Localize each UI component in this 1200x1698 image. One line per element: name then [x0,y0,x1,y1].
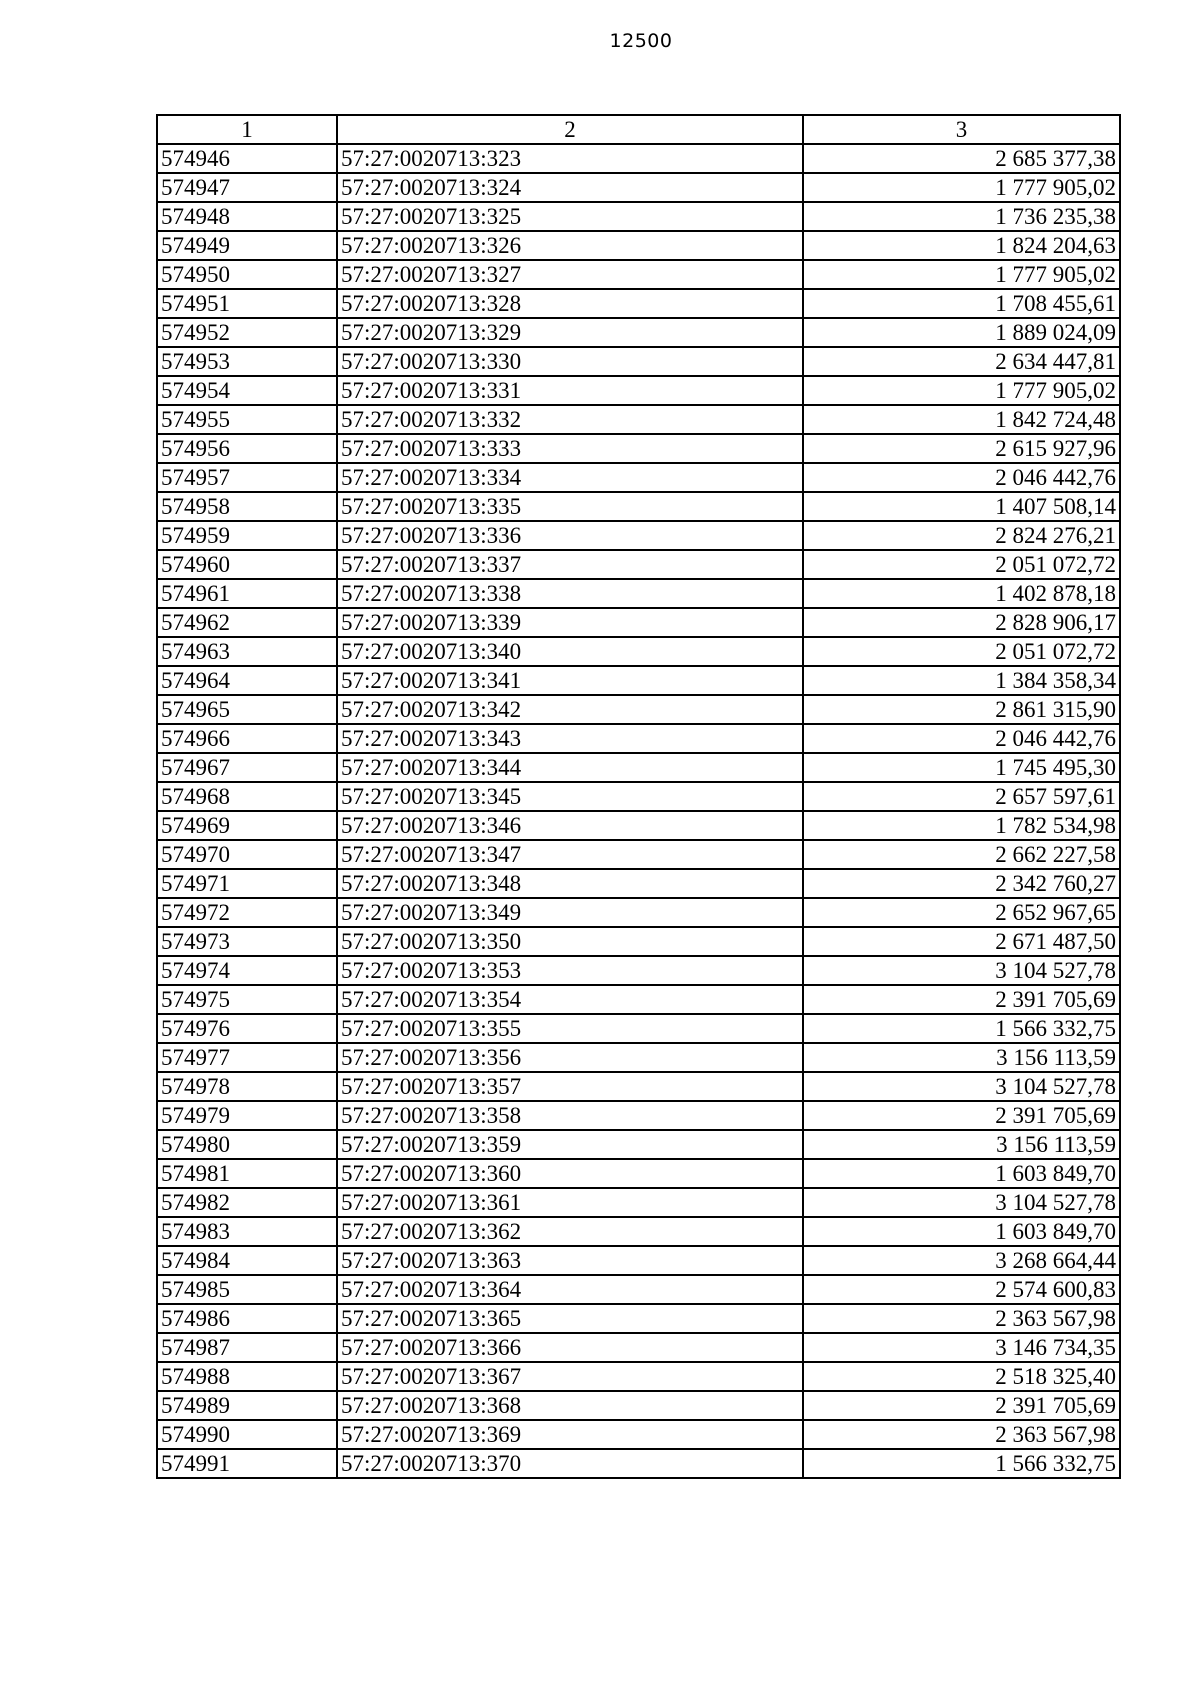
table-row [157,492,1120,521]
row-number-cell: 574987 [157,1333,337,1362]
row-number-cell: 574965 [157,695,337,724]
row-number-cell: 574963 [157,637,337,666]
row-number-cell: 574972 [157,898,337,927]
cadastral-value-cell: 1 566 332,75 [803,1014,1120,1043]
cadastral-value-cell: 2 662 227,58 [803,840,1120,869]
row-number-cell: 574981 [157,1159,337,1188]
table-row [157,1043,1120,1072]
row-number-cell: 574974 [157,956,337,985]
table-row [157,956,1120,985]
row-number-cell: 574985 [157,1275,337,1304]
cadastral-value-cell: 2 051 072,72 [803,550,1120,579]
cadastral-value-cell: 2 574 600,83 [803,1275,1120,1304]
cadastral-value-cell: 2 046 442,76 [803,463,1120,492]
cadastral-value-cell: 2 342 760,27 [803,869,1120,898]
cadastral-value-cell: 1 824 204,63 [803,231,1120,260]
table-row [157,637,1120,666]
row-number-cell: 574983 [157,1217,337,1246]
cadastral-number-cell: 57:27:0020713:346 [337,811,803,840]
row-number-cell: 574971 [157,869,337,898]
cadastral-value-table [156,114,1121,1479]
row-number-cell: 574989 [157,1391,337,1420]
table-row [157,724,1120,753]
row-number-cell: 574955 [157,405,337,434]
cadastral-value-cell: 2 391 705,69 [803,1101,1120,1130]
row-number-cell: 574961 [157,579,337,608]
table-row [157,1130,1120,1159]
table-row [157,898,1120,927]
cadastral-number-cell: 57:27:0020713:363 [337,1246,803,1275]
cadastral-value-cell: 2 685 377,38 [803,144,1120,173]
table-row [157,202,1120,231]
cadastral-number-cell: 57:27:0020713:335 [337,492,803,521]
cadastral-number-cell: 57:27:0020713:325 [337,202,803,231]
cadastral-number-cell: 57:27:0020713:353 [337,956,803,985]
cadastral-number-cell: 57:27:0020713:370 [337,1449,803,1478]
cadastral-number-cell: 57:27:0020713:333 [337,434,803,463]
cadastral-value-cell: 2 657 597,61 [803,782,1120,811]
cadastral-number-cell: 57:27:0020713:331 [337,376,803,405]
row-number-cell: 574990 [157,1420,337,1449]
cadastral-value-cell: 1 402 878,18 [803,579,1120,608]
cadastral-number-cell: 57:27:0020713:368 [337,1391,803,1420]
cadastral-number-cell: 57:27:0020713:329 [337,318,803,347]
table-row [157,1159,1120,1188]
table-row [157,1275,1120,1304]
table-row [157,550,1120,579]
cadastral-value-cell: 2 046 442,76 [803,724,1120,753]
cadastral-number-cell: 57:27:0020713:360 [337,1159,803,1188]
cadastral-number-cell: 57:27:0020713:339 [337,608,803,637]
cadastral-number-cell: 57:27:0020713:337 [337,550,803,579]
table-row [157,144,1120,173]
cadastral-number-cell: 57:27:0020713:323 [337,144,803,173]
cadastral-number-cell: 57:27:0020713:362 [337,1217,803,1246]
row-number-cell: 574973 [157,927,337,956]
table-row [157,231,1120,260]
row-number-cell: 574966 [157,724,337,753]
cadastral-value-cell: 2 828 906,17 [803,608,1120,637]
cadastral-number-cell: 57:27:0020713:343 [337,724,803,753]
cadastral-number-cell: 57:27:0020713:327 [337,260,803,289]
table-row [157,1014,1120,1043]
cadastral-number-cell: 57:27:0020713:366 [337,1333,803,1362]
table-row [157,521,1120,550]
table-header-row [157,115,1120,144]
column-header-2: 2 [337,115,803,144]
cadastral-value-cell: 1 782 534,98 [803,811,1120,840]
table-row [157,434,1120,463]
row-number-cell: 574975 [157,985,337,1014]
cadastral-number-cell: 57:27:0020713:349 [337,898,803,927]
cadastral-number-cell: 57:27:0020713:336 [337,521,803,550]
row-number-cell: 574949 [157,231,337,260]
row-number-cell: 574962 [157,608,337,637]
cadastral-number-cell: 57:27:0020713:365 [337,1304,803,1333]
table-row [157,376,1120,405]
cadastral-number-cell: 57:27:0020713:330 [337,347,803,376]
cadastral-value-cell: 2 824 276,21 [803,521,1120,550]
column-header-3: 3 [803,115,1120,144]
table-row [157,289,1120,318]
row-number-cell: 574946 [157,144,337,173]
row-number-cell: 574951 [157,289,337,318]
row-number-cell: 574986 [157,1304,337,1333]
cadastral-value-cell: 2 652 967,65 [803,898,1120,927]
cadastral-number-cell: 57:27:0020713:354 [337,985,803,1014]
row-number-cell: 574957 [157,463,337,492]
cadastral-value-cell: 1 777 905,02 [803,260,1120,289]
cadastral-number-cell: 57:27:0020713:340 [337,637,803,666]
cadastral-value-cell: 2 518 325,40 [803,1362,1120,1391]
table-row [157,927,1120,956]
cadastral-number-cell: 57:27:0020713:367 [337,1362,803,1391]
cadastral-number-cell: 57:27:0020713:342 [337,695,803,724]
row-number-cell: 574969 [157,811,337,840]
cadastral-number-cell: 57:27:0020713:369 [337,1420,803,1449]
row-number-cell: 574947 [157,173,337,202]
table-row [157,1449,1120,1478]
cadastral-value-cell: 1 842 724,48 [803,405,1120,434]
row-number-cell: 574970 [157,840,337,869]
table-row [157,1333,1120,1362]
cadastral-value-cell: 3 104 527,78 [803,1072,1120,1101]
table-row [157,579,1120,608]
cadastral-number-cell: 57:27:0020713:344 [337,753,803,782]
cadastral-value-cell: 2 861 315,90 [803,695,1120,724]
cadastral-number-cell: 57:27:0020713:326 [337,231,803,260]
row-number-cell: 574968 [157,782,337,811]
row-number-cell: 574978 [157,1072,337,1101]
row-number-cell: 574991 [157,1449,337,1478]
table-row [157,811,1120,840]
cadastral-number-cell: 57:27:0020713:328 [337,289,803,318]
cadastral-value-cell: 2 391 705,69 [803,985,1120,1014]
cadastral-number-cell: 57:27:0020713:341 [337,666,803,695]
cadastral-number-cell: 57:27:0020713:347 [337,840,803,869]
table-row [157,840,1120,869]
table-row [157,173,1120,202]
row-number-cell: 574956 [157,434,337,463]
cadastral-value-cell: 2 051 072,72 [803,637,1120,666]
row-number-cell: 574950 [157,260,337,289]
row-number-cell: 574952 [157,318,337,347]
row-number-cell: 574967 [157,753,337,782]
row-number-cell: 574960 [157,550,337,579]
cadastral-value-cell: 3 156 113,59 [803,1130,1120,1159]
row-number-cell: 574984 [157,1246,337,1275]
table-row [157,985,1120,1014]
cadastral-value-cell: 2 363 567,98 [803,1420,1120,1449]
row-number-cell: 574976 [157,1014,337,1043]
cadastral-value-cell: 1 407 508,14 [803,492,1120,521]
table-row [157,405,1120,434]
row-number-cell: 574953 [157,347,337,376]
page-number: 12500 [609,30,673,52]
cadastral-value-cell: 1 603 849,70 [803,1217,1120,1246]
row-number-cell: 574954 [157,376,337,405]
cadastral-number-cell: 57:27:0020713:364 [337,1275,803,1304]
cadastral-value-cell: 3 268 664,44 [803,1246,1120,1275]
row-number-cell: 574964 [157,666,337,695]
row-number-cell: 574977 [157,1043,337,1072]
table-row [157,318,1120,347]
table-row [157,1217,1120,1246]
table-row [157,695,1120,724]
cadastral-value-cell: 3 146 734,35 [803,1333,1120,1362]
cadastral-value-cell: 1 566 332,75 [803,1449,1120,1478]
cadastral-number-cell: 57:27:0020713:324 [337,173,803,202]
table-row [157,782,1120,811]
table-row [157,1188,1120,1217]
table-row [157,1072,1120,1101]
cadastral-number-cell: 57:27:0020713:345 [337,782,803,811]
cadastral-value-cell: 3 104 527,78 [803,956,1120,985]
cadastral-number-cell: 57:27:0020713:350 [337,927,803,956]
table-row [157,1420,1120,1449]
row-number-cell: 574982 [157,1188,337,1217]
table-row [157,1246,1120,1275]
cadastral-number-cell: 57:27:0020713:355 [337,1014,803,1043]
row-number-cell: 574958 [157,492,337,521]
table-row [157,753,1120,782]
cadastral-number-cell: 57:27:0020713:338 [337,579,803,608]
cadastral-number-cell: 57:27:0020713:332 [337,405,803,434]
cadastral-value-cell: 1 745 495,30 [803,753,1120,782]
table-row [157,608,1120,637]
table-row [157,1304,1120,1333]
column-header-1: 1 [157,115,337,144]
cadastral-number-cell: 57:27:0020713:348 [337,869,803,898]
cadastral-value-cell: 2 671 487,50 [803,927,1120,956]
cadastral-value-cell: 1 384 358,34 [803,666,1120,695]
cadastral-value-cell: 1 777 905,02 [803,173,1120,202]
table-row [157,869,1120,898]
row-number-cell: 574979 [157,1101,337,1130]
table-row [157,1101,1120,1130]
cadastral-value-cell: 2 363 567,98 [803,1304,1120,1333]
table-row [157,1362,1120,1391]
table-body [157,144,1120,1478]
cadastral-number-cell: 57:27:0020713:361 [337,1188,803,1217]
table-row [157,260,1120,289]
cadastral-number-cell: 57:27:0020713:334 [337,463,803,492]
cadastral-number-cell: 57:27:0020713:357 [337,1072,803,1101]
cadastral-number-cell: 57:27:0020713:356 [337,1043,803,1072]
row-number-cell: 574948 [157,202,337,231]
table-row [157,463,1120,492]
cadastral-value-cell: 3 156 113,59 [803,1043,1120,1072]
cadastral-value-cell: 2 391 705,69 [803,1391,1120,1420]
cadastral-value-cell: 1 736 235,38 [803,202,1120,231]
table-row [157,666,1120,695]
row-number-cell: 574988 [157,1362,337,1391]
cadastral-number-cell: 57:27:0020713:359 [337,1130,803,1159]
table-row [157,1391,1120,1420]
cadastral-value-cell: 1 603 849,70 [803,1159,1120,1188]
cadastral-value-cell: 2 634 447,81 [803,347,1120,376]
cadastral-value-cell: 2 615 927,96 [803,434,1120,463]
row-number-cell: 574959 [157,521,337,550]
cadastral-value-cell: 1 777 905,02 [803,376,1120,405]
table-row [157,347,1120,376]
row-number-cell: 574980 [157,1130,337,1159]
cadastral-value-cell: 1 889 024,09 [803,318,1120,347]
cadastral-value-cell: 3 104 527,78 [803,1188,1120,1217]
cadastral-number-cell: 57:27:0020713:358 [337,1101,803,1130]
cadastral-value-cell: 1 708 455,61 [803,289,1120,318]
